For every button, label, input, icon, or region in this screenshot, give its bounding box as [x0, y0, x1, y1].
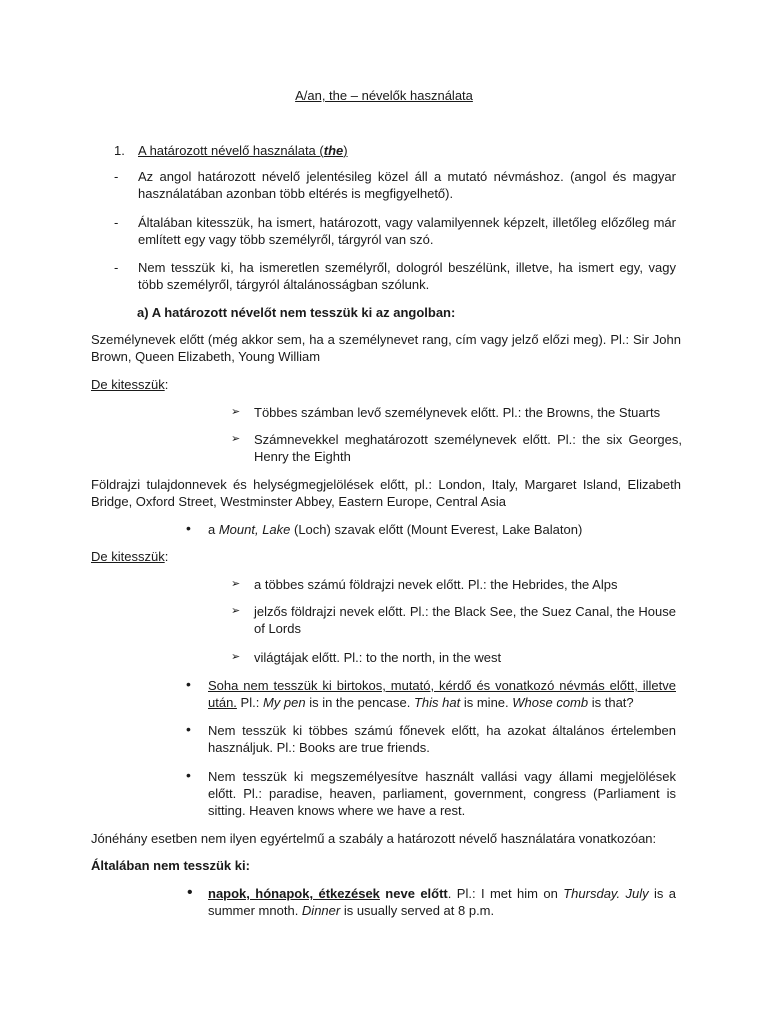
emphasis: Thursday. July — [563, 886, 649, 901]
altalaban-heading: Általában nem tesszük ki: — [91, 858, 250, 873]
colon: : — [164, 549, 169, 564]
section-heading-em: the — [323, 143, 344, 158]
bullet-icon: • — [186, 767, 191, 783]
list-item: Az angol határozott névelő jelentésileg közel áll a mutató névmáshoz. (angol és magyar használatában azonban több eltérés is megfigyelhető). — [138, 169, 676, 201]
bullet-icon: • — [186, 721, 191, 737]
section-heading-suffix: ) — [343, 143, 348, 158]
text: is usually served at 8 p.m. — [340, 903, 495, 918]
arrow-bullet-icon: ➢ — [231, 433, 241, 445]
section-heading — [138, 142, 348, 159]
list-item — [208, 521, 678, 538]
section-number: 1. — [114, 143, 125, 158]
paragraph-jonehany: Jónéhány esetben nem ilyen egyértelmű a szabály a határozott névelő használatára vonatkozóan: — [91, 831, 657, 846]
paragraph-foldrajzi: Földrajzi tulajdonnevek és helységmegjelölések előtt, pl.: London, Italy, Margaret Island, Elizabeth Bridge, Oxford Street, Westminster Abbey, Eastern Europe, Central Asia — [91, 477, 681, 509]
emphasis: Whose comb — [512, 695, 589, 710]
bullet-icon: • — [186, 520, 191, 536]
bullet-icon: • — [187, 884, 193, 901]
emphasis: Mount, Lake — [218, 522, 291, 537]
arrow-bullet-icon: ➢ — [231, 406, 241, 418]
emphasis: This hat — [413, 695, 461, 710]
list-item: Nem tesszük ki, ha ismeretlen személyről, dologról beszélünk, illetve, ha ismert egy, vagy több személyről, tárgyról általánosságban szólunk. — [138, 260, 676, 292]
list-item — [208, 885, 676, 919]
list-item: Számnevekkel meghatározott személynevek előtt. Pl.: the six Georges, Henry the Eighth — [254, 432, 682, 464]
list-item: Nem tesszük ki többes számú főnevek előtt, ha azokat általános értelemben használjuk. Pl.: Books are true friends. — [208, 723, 676, 755]
de-kitesszuk-label — [91, 376, 681, 393]
bullet-icon: • — [186, 676, 191, 692]
text: (Loch) szavak előtt (Mount Everest, Lake Balaton) — [290, 522, 583, 537]
emphasis: Dinner — [301, 903, 341, 918]
list-item: Nem tesszük ki megszemélyesítve használt vallási vagy állami megjelölések előtt. Pl.: paradise, heaven, parliament, government, congress (Parliament is sitting. Heaven knows where we have a rest. — [208, 769, 676, 818]
text: a — [208, 522, 219, 537]
text: is in the pencase. — [305, 695, 414, 710]
dash-marker: - — [114, 215, 119, 230]
text: is a summer mnoth. — [208, 886, 677, 918]
arrow-bullet-icon: ➢ — [231, 578, 241, 590]
underlined-bold-text: napok, hónapok, étkezések — [208, 886, 380, 901]
bold-text: neve előtt — [379, 886, 448, 901]
de-kitesszuk-label — [91, 548, 681, 565]
text: is mine. — [460, 695, 513, 710]
list-item: Többes számban levő személynevek előtt. Pl.: the Browns, the Stuarts — [254, 405, 661, 420]
de-kitesszuk-text: De kitesszük — [91, 377, 165, 392]
subsection-heading: a) A határozott névelőt nem tesszük ki az angolban: — [137, 305, 456, 320]
arrow-bullet-icon: ➢ — [231, 605, 241, 617]
text: . Pl.: I met him on — [447, 886, 564, 901]
arrow-bullet-icon: ➢ — [231, 651, 241, 663]
list-item: Általában kitesszük, ha ismert, határozott, vagy valamilyennek képzelt, illetőleg előzőleg már említett egy vagy több személyről, tárgyról van szó. — [138, 215, 676, 247]
de-kitesszuk-text: De kitesszük — [91, 549, 165, 564]
page-title: A/an, the – névelők használata — [295, 88, 473, 103]
section-heading-prefix: A határozott névelő használata ( — [138, 143, 324, 158]
list-item: a többes számú földrajzi nevek előtt. Pl.: the Hebrides, the Alps — [254, 577, 618, 592]
paragraph-szemelynevek: Személynevek előtt (még akkor sem, ha a személynevet rang, cím vagy jelző előzi meg). Pl.: Sir John Brown, Queen Elizabeth, Young William — [91, 332, 681, 364]
text: Pl.: — [236, 695, 263, 710]
dash-marker: - — [114, 260, 119, 275]
emphasis: My pen — [262, 695, 306, 710]
list-item: jelzős földrajzi nevek előtt. Pl.: the Black See, the Suez Canal, the House of Lords — [254, 604, 676, 636]
underlined-text: Soha nem tesszük ki birtokos, mutató, kérdő és vonatkozó névmás előtt, illetve után. — [208, 678, 676, 710]
text: is that? — [588, 695, 634, 710]
dash-marker: - — [114, 169, 119, 184]
list-item — [208, 677, 676, 711]
colon: : — [164, 377, 169, 392]
list-item: világtájak előtt. Pl.: to the north, in the west — [254, 650, 502, 665]
